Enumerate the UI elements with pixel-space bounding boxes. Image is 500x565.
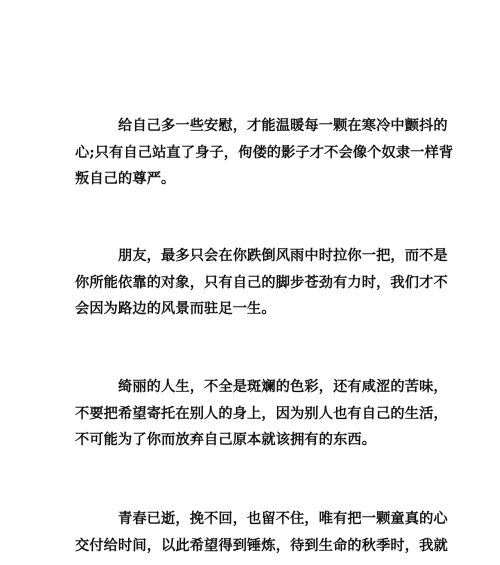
paragraph-line: 你所能依靠的对象，只有自己的脚步苍劲有力时，我们才不 bbox=[75, 274, 448, 291]
paragraph-4 bbox=[75, 506, 448, 559]
paragraph-line: 青春已逝，挽不回，也留不住，唯有把一颗童真的心 bbox=[118, 511, 448, 527]
paragraph-line: 心;只有自己站直了身子，佝偻的影子才不会像个奴隶一样背 bbox=[75, 144, 454, 161]
paragraph-line: 朋友，最多只会在你跌倒风雨中时拉你一把，而不是 bbox=[118, 248, 448, 264]
paragraph-line: 绮丽的人生，不全是斑斓的色彩，还有咸涩的苦味， bbox=[118, 379, 448, 395]
paragraph-line: 给自己多一些安慰，才能温暖每一颗在寒冷中颤抖的 bbox=[118, 118, 448, 134]
paragraph-line: 叛自己的尊严。 bbox=[75, 171, 176, 187]
paragraph-line: 不要把希望寄托在别人的身上，因为别人也有自己的生活， bbox=[75, 405, 448, 422]
paragraph-line: 会因为路边的风景而驻足一生。 bbox=[75, 301, 276, 317]
paragraph-line: 不可能为了你而放弃自己原本就该拥有的东西。 bbox=[75, 432, 377, 448]
paragraph-3 bbox=[75, 374, 448, 454]
paragraph-1 bbox=[75, 113, 454, 193]
paragraph-line: 交付给时间，以此希望得到锤炼，待到生命的秋季时，我就 bbox=[75, 537, 448, 554]
paragraph-2 bbox=[75, 243, 448, 323]
